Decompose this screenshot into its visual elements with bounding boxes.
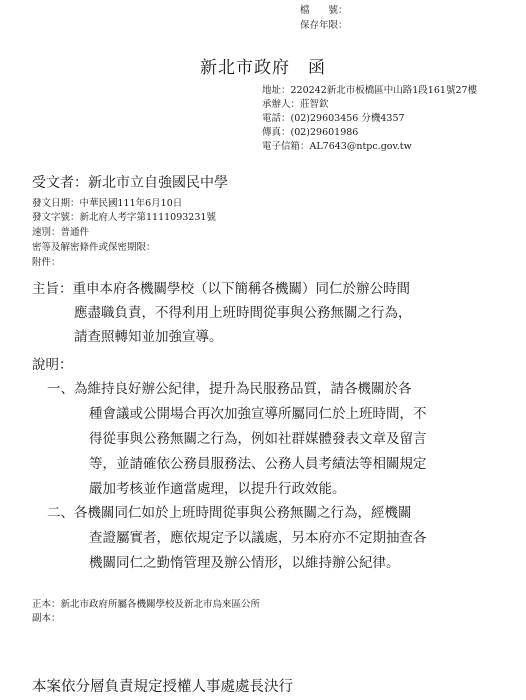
- recipient: 受文者：新北市立自強國民中學: [32, 175, 228, 191]
- contact-email: 電子信箱：AL7643@ntpc.gov.tw: [262, 141, 412, 152]
- file-number-label: 檔 號：: [300, 5, 348, 16]
- classification-level: 密等及解密條件或保密期限：: [32, 242, 156, 253]
- contact-fax: 傳真：(02)29601986: [262, 127, 359, 138]
- explanation-item-2-line: 機關同仁之勤惰管理及辦公情形，以維持辦公紀律。: [89, 555, 400, 571]
- explanation-item-1-line: 等，並請確依公務員服務法、公務人員考績法等相關規定: [89, 456, 427, 472]
- subject-line: 應盡職負責，不得利用上班時間從事與公務無關之行為，: [74, 305, 412, 321]
- retention-period-label: 保存年限：: [300, 20, 348, 31]
- copy-recipients: 副本：: [32, 613, 61, 624]
- explanation-item-1-line: 嚴加考核並作適當處理，以提升行政效能。: [89, 481, 346, 497]
- explanation-item-2-line: 二、各機關同仁如於上班時間從事與公務無關之行為，經機關: [47, 505, 412, 521]
- subject-line: 主旨：重申本府各機關學校（以下簡稱各機關）同仁於辦公時間: [32, 281, 410, 297]
- delegation-note: 本案依分層負責規定授權人事處處長決行: [32, 679, 293, 695]
- attachment-label: 附件：: [32, 257, 61, 268]
- document-title: 新北市政府 函: [200, 58, 326, 78]
- explanation-item-1-line: 種會議或公開場合再次加強宣導所屬同仁於上班時間，不: [89, 406, 427, 422]
- contact-phone: 電話：(02)29603456 分機4357: [262, 113, 405, 124]
- explanation-item-1-line: 一、為維持良好辦公紀律，提升為民服務品質，請各機關於各: [47, 381, 412, 397]
- contact-address: 地址：220242新北市板橋區中山路1段161號27樓: [262, 85, 478, 96]
- contact-handler: 承辦人：莊智欽: [262, 99, 329, 110]
- subject-line: 請查照轉知並加強宣導。: [74, 329, 223, 345]
- explanation-item-2-line: 查證屬實者，應依規定予以議處，另本府亦不定期抽查各: [89, 530, 427, 546]
- delivery-speed: 速別：普通件: [32, 227, 90, 238]
- send-date: 發文日期：中華民國111年6月10日: [32, 198, 183, 209]
- explanation-label: 說明：: [32, 357, 73, 373]
- send-number: 發文字號：新北府人考字第1111093231號: [32, 212, 216, 223]
- explanation-item-1-line: 得從事與公務無關之行為，例如社群媒體發表文章及留言: [89, 431, 427, 447]
- original-recipients: 正本：新北市政府所屬各機關學校及新北市烏來區公所: [32, 599, 261, 610]
